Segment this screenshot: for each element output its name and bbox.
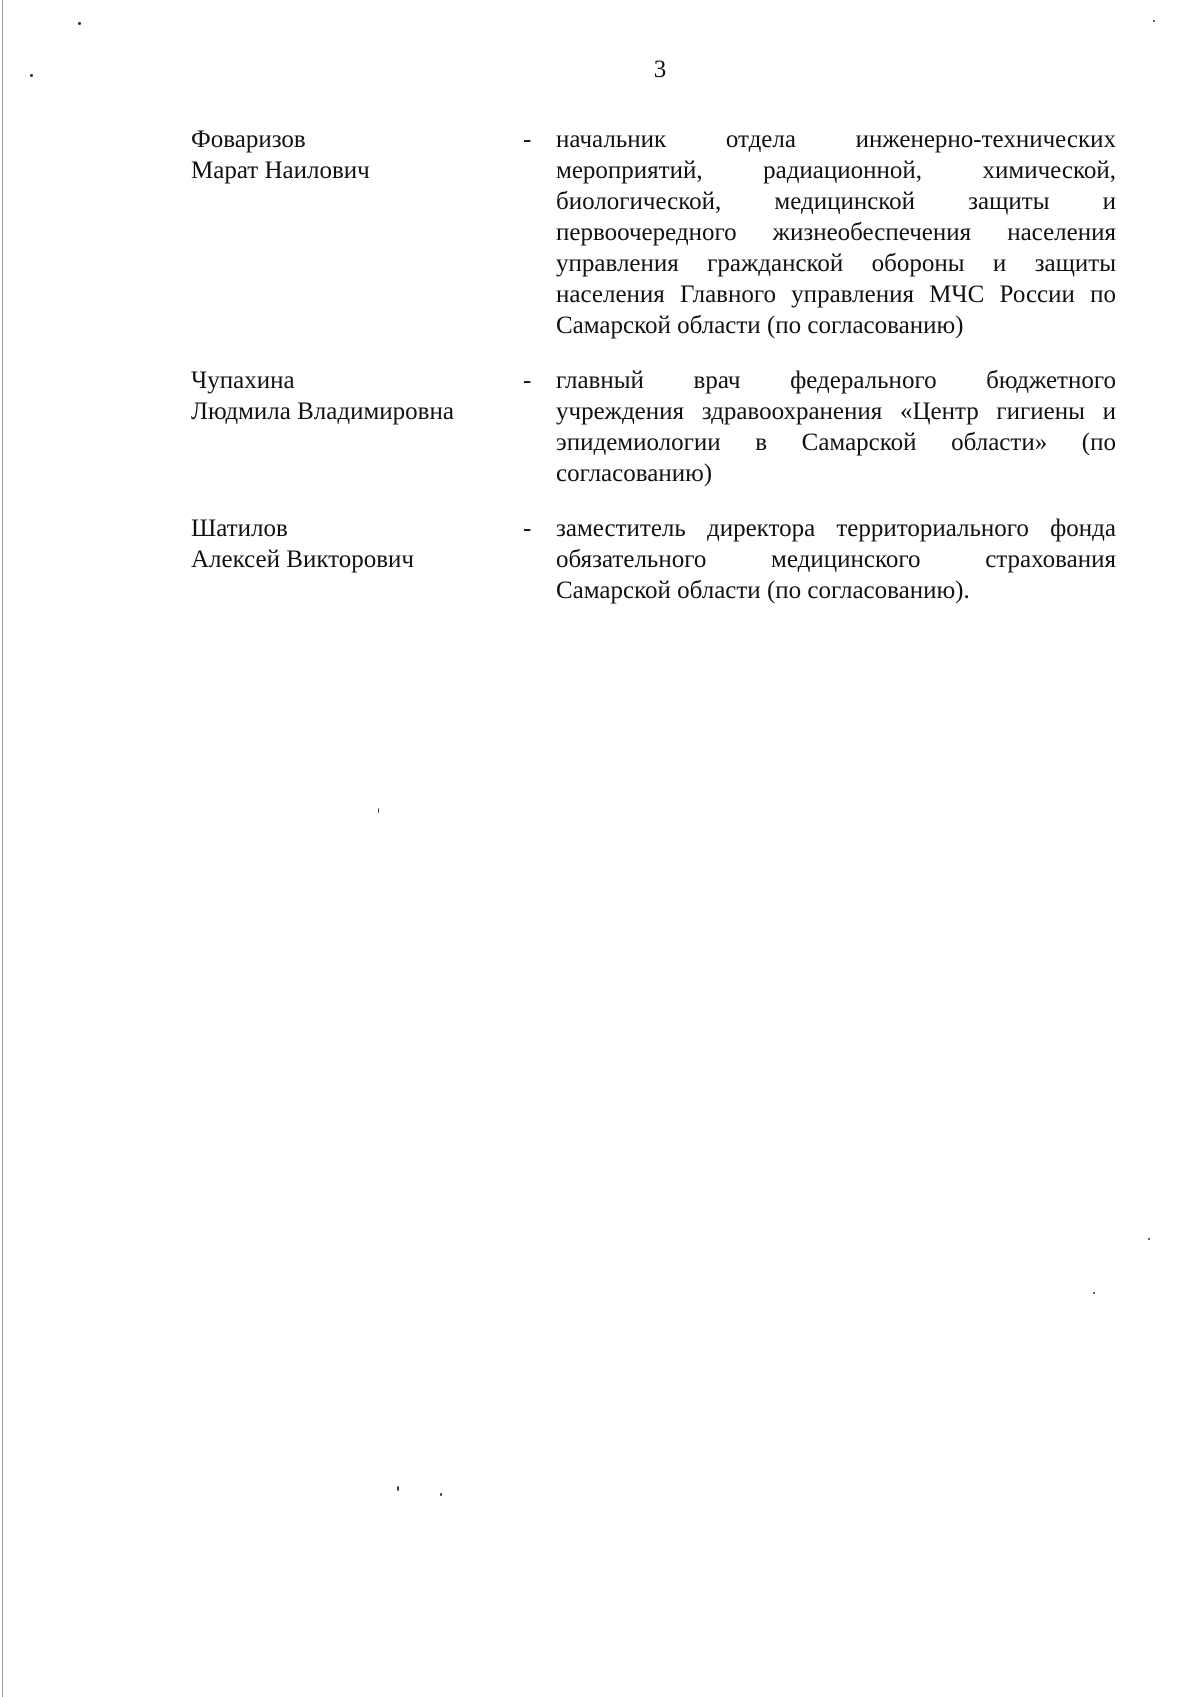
page-number: 3 xyxy=(653,56,667,83)
scan-speck xyxy=(1093,1292,1095,1294)
scan-speck xyxy=(78,22,81,25)
member-name xyxy=(191,365,523,489)
entry-dash: - xyxy=(523,515,532,542)
member-name xyxy=(191,513,523,606)
entry-dash: - xyxy=(523,126,532,153)
entry-dash: - xyxy=(523,367,532,394)
member-surname: Фоваризов xyxy=(191,126,306,153)
scan-speck xyxy=(1153,20,1155,22)
member-surname: Чупахина xyxy=(191,367,295,394)
member-name xyxy=(191,124,523,341)
scan-speck xyxy=(378,808,379,813)
scan-speck xyxy=(440,1493,442,1496)
member-given-names: Марат Наилович xyxy=(191,157,370,184)
roster-entry xyxy=(191,124,1125,341)
member-roster xyxy=(191,124,1125,630)
scan-speck xyxy=(397,1486,399,1491)
member-position: заместитель директора территориального фонда обязательного медицинского страхования Самарской области (по согласованию). xyxy=(556,515,1116,604)
member-surname: Шатилов xyxy=(191,515,288,542)
member-position: начальник отдела инженерно-технических мероприятий, радиационной, химической, биологической, медицинской защиты и первоочередного жизнеобеспечения населения управления гражданской обороны и защиты населения Главного управления МЧС России по Самарской области (по согласованию) xyxy=(556,126,1116,339)
member-position: главный врач федерального бюджетного учреждения здравоохранения «Центр гигиены и эпидемиологии в Самарской области» (по согласованию) xyxy=(556,367,1116,487)
scan-speck xyxy=(30,74,33,77)
scan-speck xyxy=(1148,1238,1150,1240)
roster-entry xyxy=(191,513,1125,606)
roster-entry xyxy=(191,365,1125,489)
member-given-names: Алексей Викторович xyxy=(191,546,414,573)
member-given-names: Людмила Владимировна xyxy=(191,398,454,425)
scan-margin-line xyxy=(2,0,3,1697)
